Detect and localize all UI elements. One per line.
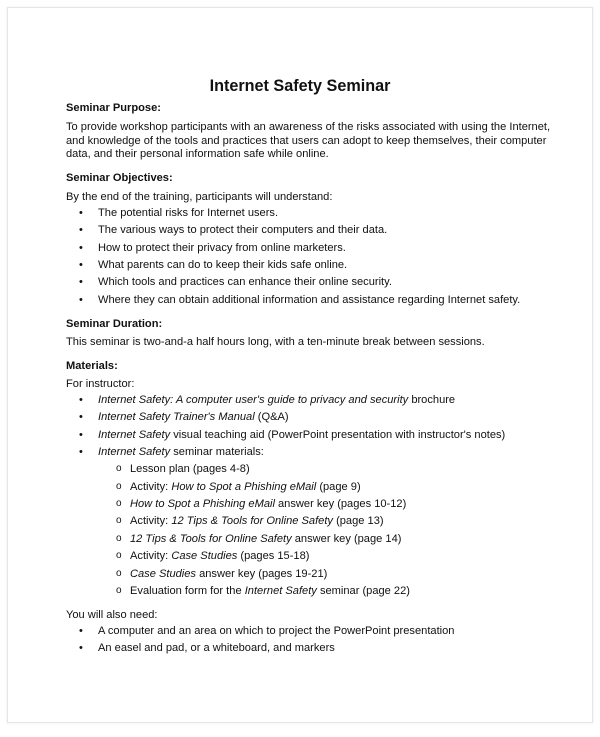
list-item: [66, 411, 556, 425]
objectives-list: [66, 207, 556, 308]
item-title: Case Studies: [130, 567, 196, 580]
instructor-label: For instructor:: [66, 377, 135, 390]
item-title: How to Spot a Phishing eMail: [130, 497, 275, 510]
item-text: Activity:: [130, 480, 172, 493]
item-text: Evaluation form for the: [130, 584, 245, 597]
item-text: Activity:: [130, 550, 172, 563]
document-body: [66, 78, 556, 659]
list-item: • What parents can do to keep their kids safe online.: [66, 259, 556, 273]
list-item: • The various ways to protect their computers and their data.: [66, 224, 556, 238]
sub-list-item: [98, 515, 556, 529]
item-title: Internet Safety: [98, 445, 171, 458]
list-item: • How to protect their privacy from online marketers.: [66, 242, 556, 256]
also-need-list: [66, 625, 556, 656]
item-detail: brochure: [408, 393, 456, 406]
item-title: 12 Tips & Tools for Online Safety: [171, 515, 333, 528]
document-page: [7, 7, 593, 723]
sub-list-item: [98, 498, 556, 512]
purpose-heading: Seminar Purpose:: [66, 102, 161, 114]
item-detail: answer key (pages 19-21): [195, 567, 328, 580]
item-title: Internet Safety: [98, 428, 171, 441]
item-title: Internet Safety: [244, 584, 317, 597]
item-title: 12 Tips & Tools for Online Safety: [130, 532, 292, 545]
sub-list-item: [98, 481, 556, 495]
objectives-intro: By the end of the training, participants will understand:: [66, 190, 333, 203]
duration-text: This seminar is two-and-a half hours long, with a ten-minute break between sessions.: [66, 336, 485, 349]
list-item: • The potential risks for Internet users.: [66, 207, 556, 221]
duration-heading: Seminar Duration:: [66, 317, 163, 330]
instructor-materials-list: [66, 394, 556, 599]
item-detail: answer key (pages 10-12): [274, 497, 407, 510]
list-item: [66, 429, 556, 443]
materials-heading: Materials:: [66, 360, 118, 373]
item-detail: visual teaching aid (PowerPoint presentation with instructor's notes): [170, 428, 506, 441]
item-detail: (Q&A): [254, 411, 289, 424]
item-title: Internet Safety: A computer user's guide to privacy and security: [98, 393, 409, 406]
list-item: • Where they can obtain additional information and assistance regarding Internet safety.: [66, 294, 556, 308]
sub-list-item: [98, 533, 556, 547]
page-title: Internet Safety Seminar: [209, 77, 391, 95]
item-detail: (page 13): [332, 515, 384, 528]
item-detail: seminar (page 22): [316, 584, 410, 597]
sub-list-item: [98, 463, 556, 477]
item-detail: seminar materials:: [170, 445, 264, 458]
objectives-heading: Seminar Objectives:: [66, 172, 173, 185]
item-text: Lesson plan (pages 4-8): [130, 463, 250, 476]
item-title: Case Studies: [171, 550, 238, 563]
item-title: Internet Safety Trainer's Manual: [98, 411, 255, 424]
list-item: • Which tools and practices can enhance their online security.: [66, 276, 556, 290]
item-text: Activity:: [130, 515, 172, 528]
also-need-label: You will also need:: [66, 608, 158, 621]
sub-list-item: [98, 550, 556, 564]
list-item: [66, 394, 556, 408]
seminar-materials-list: [98, 463, 556, 599]
list-item: • An easel and pad, or a whiteboard, and markers: [66, 642, 556, 656]
sub-list-item: [98, 568, 556, 582]
item-detail: answer key (page 14): [291, 532, 402, 545]
list-item: • A computer and an area on which to project the PowerPoint presentation: [66, 625, 556, 639]
item-title: How to Spot a Phishing eMail: [171, 480, 317, 493]
list-item: [66, 446, 556, 599]
purpose-text: To provide workshop participants with an awareness of the risks associated with using the Internet, and knowledge of the tools and practices that users can adopt to keep themselves, their computer data, and their personal information safe while online.: [66, 120, 551, 161]
item-detail: (page 9): [316, 480, 361, 493]
item-detail: (pages 15-18): [237, 550, 310, 563]
sub-list-item: [98, 585, 556, 599]
